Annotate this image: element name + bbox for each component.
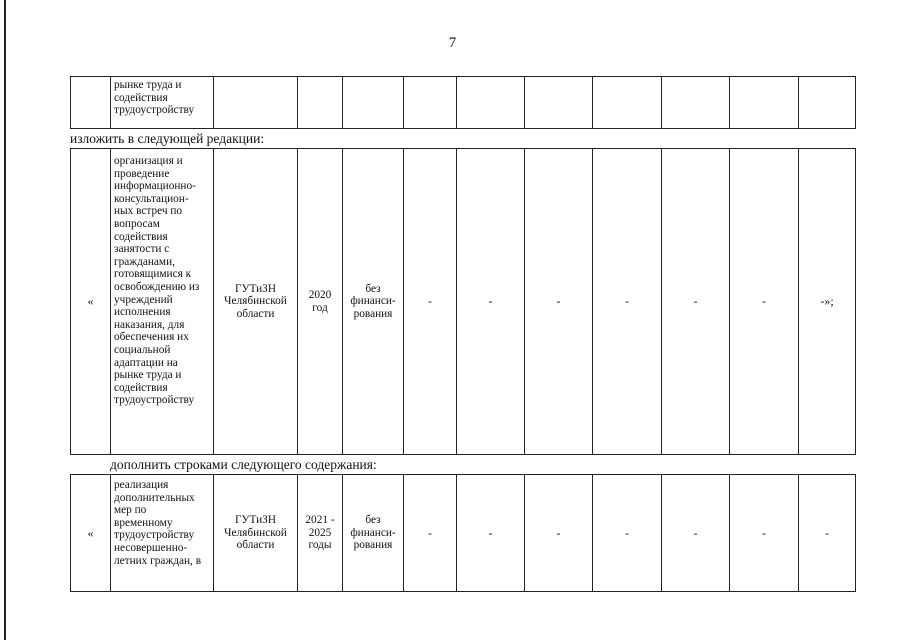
name-line: наказания, для	[114, 318, 185, 331]
table-replacement-row	[70, 148, 856, 455]
executor-cell	[214, 77, 298, 129]
name-line: дополнительных	[114, 491, 195, 504]
value-cell: -	[662, 475, 730, 592]
value-cell	[662, 77, 730, 129]
funding-line: финанси-	[350, 295, 396, 308]
name-line: социальной	[114, 343, 171, 356]
name-line: исполнения	[114, 306, 171, 319]
activity-name-cell	[111, 77, 214, 129]
name-line: освобождению из	[114, 280, 200, 293]
funding-line: без	[365, 514, 381, 527]
name-line: рынке труда и	[114, 79, 182, 91]
value-cell	[525, 77, 593, 129]
value-cell: -	[525, 149, 593, 455]
name-line: рынке труда и	[114, 369, 182, 382]
name-line: ных встреч по	[114, 205, 183, 218]
value-cell: -	[457, 475, 525, 592]
name-line: содействия	[114, 91, 168, 104]
value-cell: -	[662, 149, 730, 455]
value-cell: -	[593, 475, 662, 592]
instruction-replace: изложить в следующей редакции:	[70, 131, 265, 146]
value-cell	[404, 77, 457, 129]
name-line: организация и	[114, 155, 183, 167]
value-cell	[457, 77, 525, 129]
value-cell	[593, 77, 662, 129]
name-line: консультацион-	[114, 192, 189, 205]
executor-line: ГУТиЗН	[234, 282, 276, 295]
value-cell: -	[404, 475, 457, 592]
term-line: 2020	[308, 288, 332, 301]
name-line: трудоустройству	[114, 104, 195, 117]
name-line: учреждений	[114, 293, 173, 306]
value-cell: -	[404, 149, 457, 455]
funding-cell	[343, 149, 404, 455]
term-line: 2025	[308, 526, 332, 539]
name-line: содействия	[114, 381, 168, 394]
table-new-row	[70, 474, 856, 592]
term-line: годы	[308, 539, 332, 552]
name-line: вопросам	[114, 217, 160, 230]
name-line: временному	[114, 516, 173, 529]
executor-line: области	[236, 307, 275, 320]
name-line: готовящимися к	[114, 268, 192, 281]
value-cell: -	[730, 149, 799, 455]
executor-line: области	[236, 539, 275, 552]
funding-line: финанси-	[350, 526, 396, 539]
name-line: занятости с	[114, 243, 170, 256]
executor-cell	[214, 149, 298, 455]
value-cell: -	[730, 475, 799, 592]
funding-line: рования	[353, 539, 393, 552]
name-line: реализация	[114, 479, 169, 491]
quote-cell: «	[71, 475, 111, 592]
name-line: адаптации на	[114, 356, 178, 369]
executor-cell	[214, 475, 298, 592]
funding-cell	[343, 77, 404, 129]
name-line: трудоустройству	[114, 394, 195, 407]
term-cell	[298, 475, 343, 592]
name-line: мер по	[114, 504, 147, 517]
activity-name-cell	[111, 475, 214, 592]
name-line: гражданами,	[114, 255, 175, 268]
table-row	[71, 149, 856, 455]
table-row	[71, 77, 856, 129]
table-row	[71, 475, 856, 592]
name-line: летних граждан, в	[114, 554, 202, 567]
page-number: 7	[448, 35, 457, 51]
table-fragment-top	[70, 76, 856, 129]
executor-line: Челябинской	[224, 295, 287, 308]
term-line: 2021 -	[305, 514, 335, 527]
name-line: содействия	[114, 230, 168, 243]
page-left-border	[4, 0, 6, 640]
term-cell	[298, 77, 343, 129]
name-line: трудоустройству	[114, 529, 195, 542]
term-line: год	[312, 301, 328, 314]
quote-cell: «	[71, 149, 111, 455]
value-cell: -	[799, 475, 856, 592]
name-line: обеспечения их	[114, 331, 189, 344]
value-cell	[799, 77, 856, 129]
value-cell: -	[593, 149, 662, 455]
name-line: несовершенно-	[114, 541, 188, 554]
quote-cell	[71, 77, 111, 129]
funding-line: без	[365, 282, 381, 295]
activity-name-cell	[111, 149, 214, 455]
value-cell: -	[457, 149, 525, 455]
term-cell	[298, 149, 343, 455]
funding-line: рования	[353, 307, 393, 320]
funding-cell	[343, 475, 404, 592]
name-line: информационно-	[114, 180, 196, 193]
value-cell	[730, 77, 799, 129]
end-mark-cell: -»;	[799, 149, 856, 455]
executor-line: Челябинской	[224, 526, 287, 539]
instruction-add: дополнить строками следующего содержания:	[110, 457, 377, 472]
value-cell: -	[525, 475, 593, 592]
name-line: проведение	[114, 167, 170, 180]
executor-line: ГУТиЗН	[234, 514, 276, 527]
